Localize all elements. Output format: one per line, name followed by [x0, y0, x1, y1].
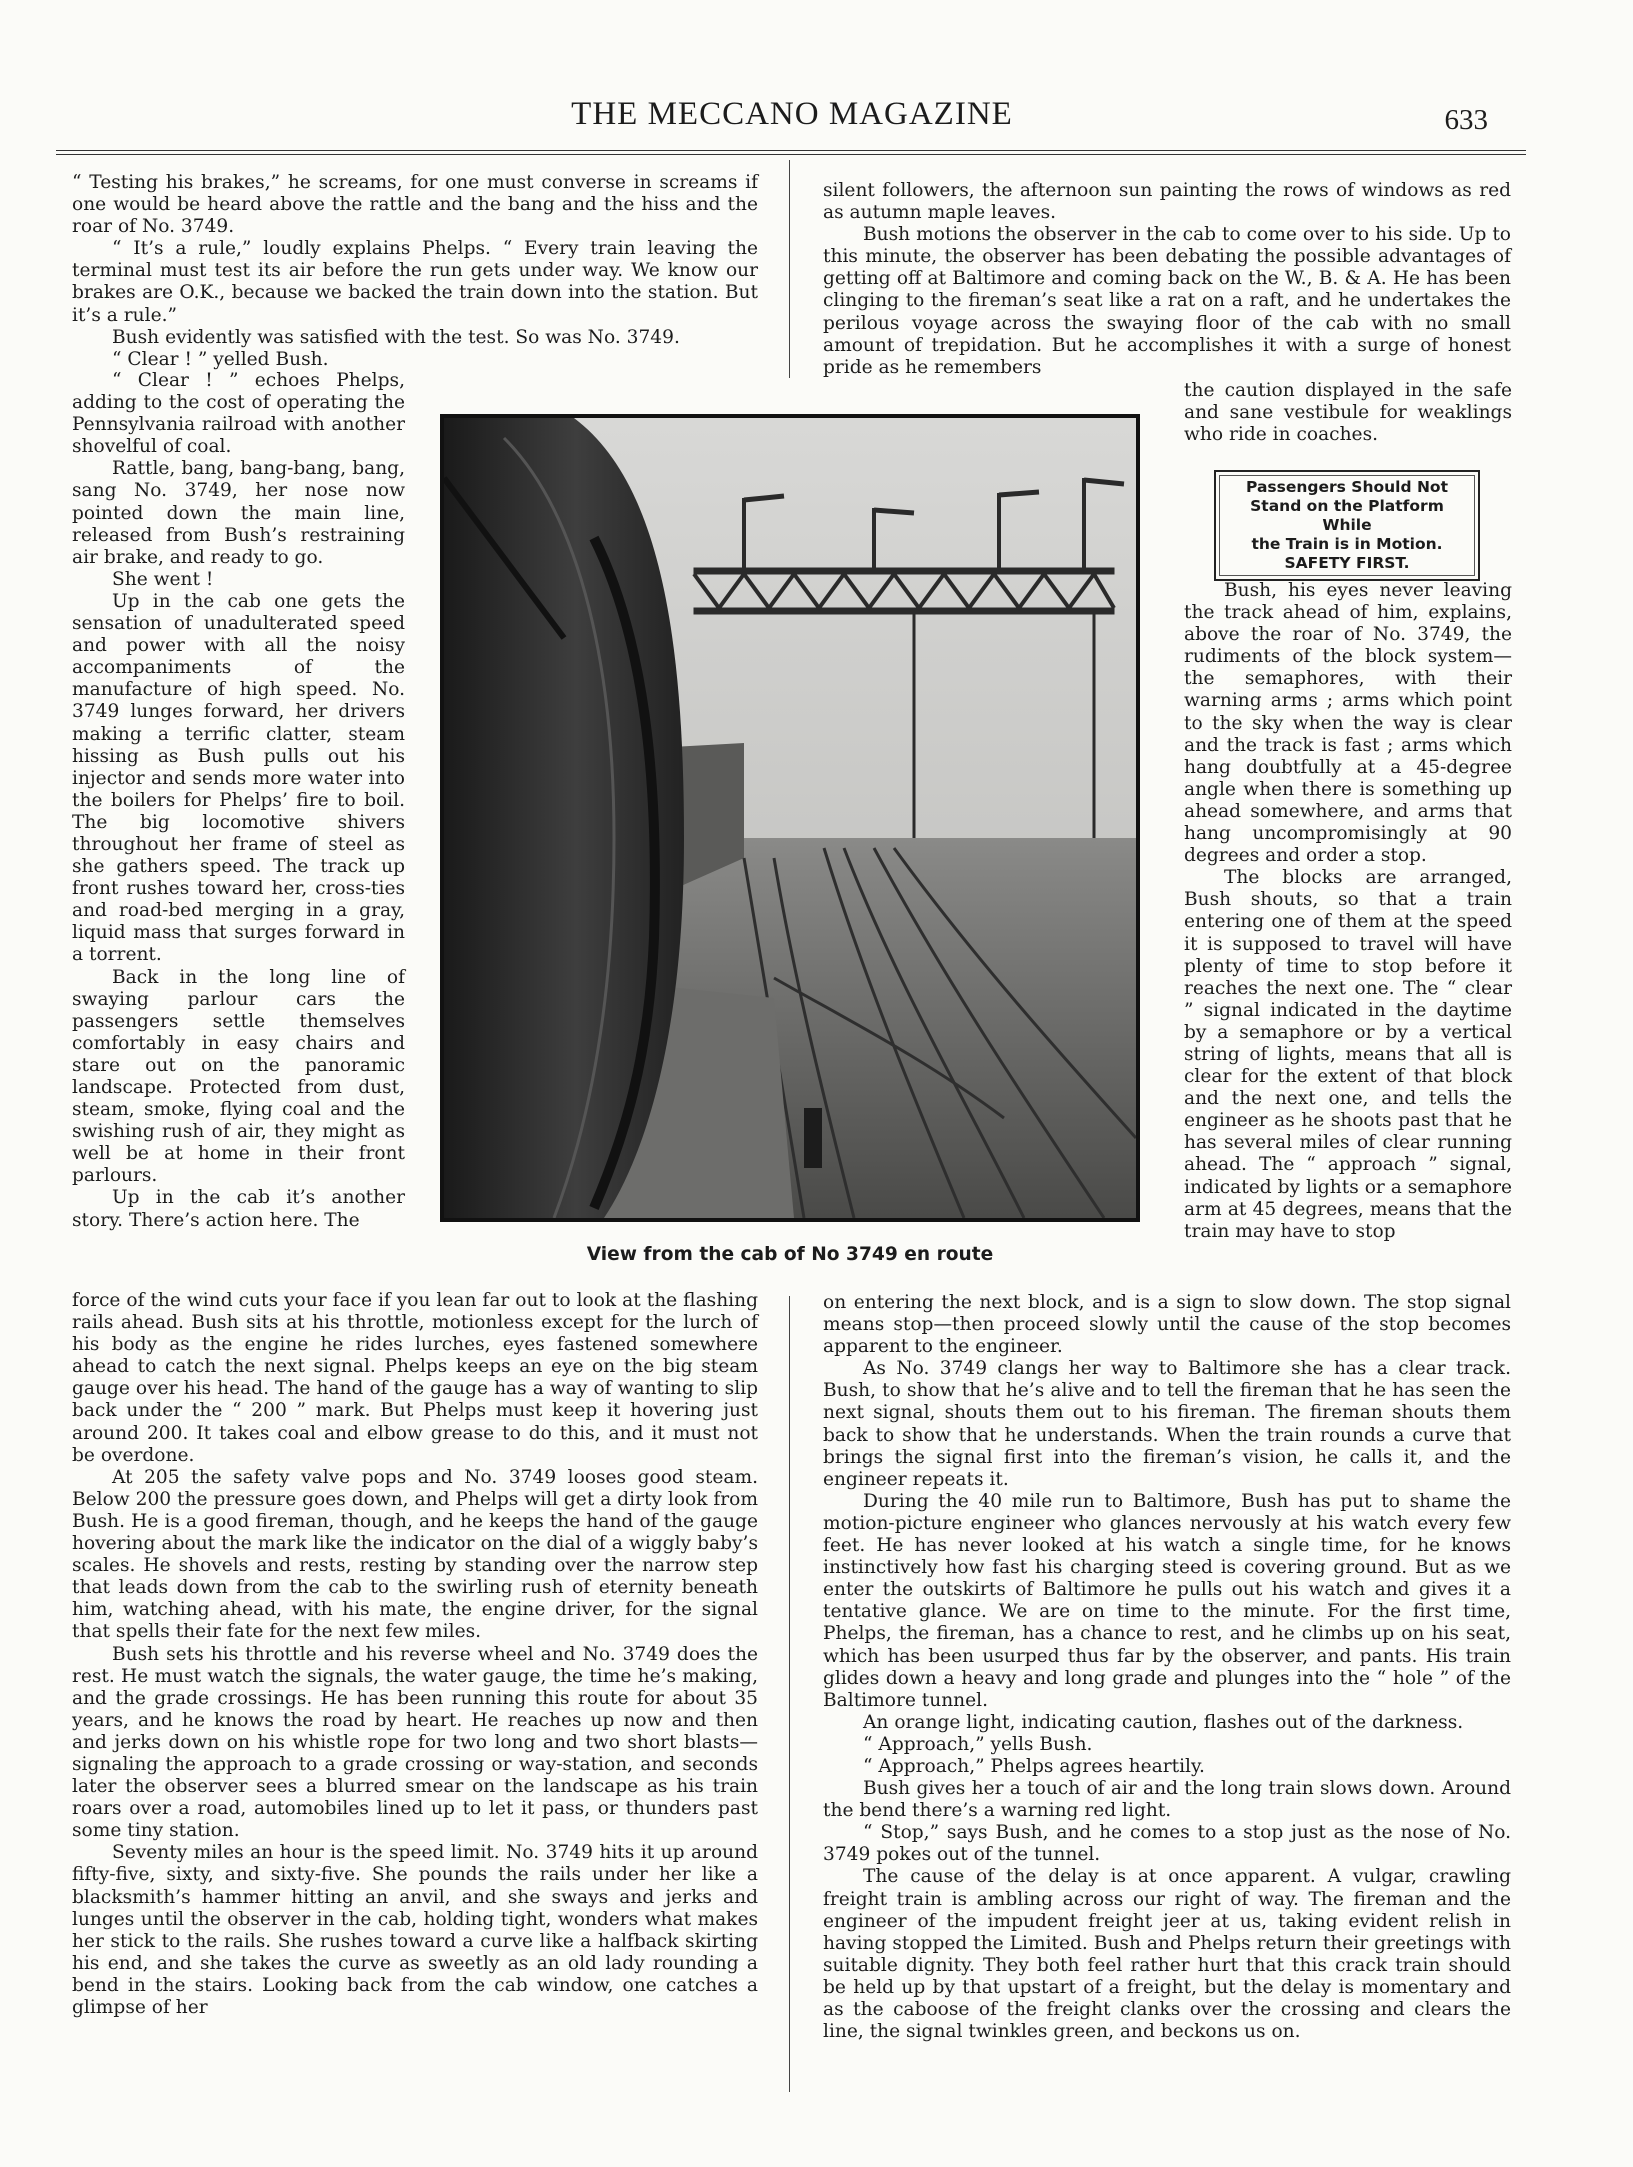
paragraph: At 205 the safety valve pops and No. 3749 looses good steam. Below 200 the pressure goes down, and Phelps will get a dirty look from Bush. He is a good fireman, though, and he keeps the hand of the gauge hovering about the mark like the indicator on the dial of a wiggly baby’s scales. He shovels and rests, resting by standing over the narrow step that leads down from the cab to the swirling rush of eternity beneath him, watching ahead, with his mate, the engine driver, for the signal that spells their fate for the next few miles.: [72, 1466, 758, 1643]
column-divider-top: [789, 160, 790, 378]
paragraph: She went !: [112, 568, 214, 590]
paragraph: on entering the next block, and is a sign to slow down. The stop signal means stop—then proceed slowly until the cause of the stop becomes apparent to the engineer.: [823, 1292, 1511, 1358]
paragraph: Bush, his eyes never leaving the track ahead of him, explains, above the roar of No. 3749, the rudiments of the block system—the semaphores, with their warning arms ; arms which point to the sky when the way is clear and the track is fast ; arms which hang doubtfully at a 45-degree angle when there is something up ahead somewhere, and arms that hang uncompromisingly at 90 degrees and order a stop.: [1184, 580, 1512, 867]
trackside-figure: [804, 1108, 822, 1168]
photo-illustration: [444, 418, 1136, 1218]
paragraph: “ Testing his brakes,” he screams, for one must converse in screams if one would be heard above the rattle and the bang and the hiss and the roar of No. 3749.: [72, 172, 758, 238]
paragraph: The blocks are arranged, Bush shouts, so that a train entering one of them at the speed it is supposed to travel will have plenty of time to stop before it reaches the next one. The “ clear ” signal indicated in the daytime by a semaphore or by a vertical string of lights, means that all is clear for the extent of that block and the next one, and tells the engineer as he shoots past that he has several miles of clear running ahead. The “ approach ” signal, indicated by lights or a semaphore arm at 45 degrees, means that the train may have to stop: [1184, 867, 1512, 1242]
magazine-title: THE MECCANO MAGAZINE: [571, 96, 1013, 132]
paragraph: “ Approach,” Phelps agrees heartily.: [863, 1755, 1205, 1777]
paragraph: Bush sets his throttle and his reverse wheel and No. 3749 does the rest. He must watch the signals, the water gauge, the time he’s making, and the grade crossings. He has been running this route for about 35 years, and he knows the road by heart. He reaches up now and then and jerks down on his whistle rope for two long and two short blasts—signaling the approach to a grade crossing or way-station, and seconds later the observer sees a blurred smear on the landscape as his train roars over a road, automobiles lined up to let it pass, or thunders past some tiny station.: [72, 1643, 758, 1842]
paragraph: Seventy miles an hour is the speed limit. No. 3749 hits it up around fifty-five, sixty, and sixty-five. She pounds the rails under her like a blacksmith’s hammer hitting an anvil, and she sways and jerks and lunges until the observer in the cab, holding tight, wonders what makes her stick to the rails. She rushes toward a curve like a halfback skirting his end, and she takes the curve as sweetly as an old lady rounding a bend in the stairs. Looking back from the cab window, one catches a glimpse of her: [72, 1842, 758, 2018]
right-column-bottom: [823, 1292, 1511, 2043]
paragraph: Up in the cab it’s another story. There’s action here. The: [72, 1187, 405, 1231]
notice-line: SAFETY FIRST.: [1284, 554, 1410, 572]
paragraph: Up in the cab one gets the sensation of unadulterated speed and power with all the noisy accompaniments of the manufacture of high speed. No. 3749 lunges forward, her drivers making a terrific clatter, steam hissing as Bush pulls out his injector and sends more water into the boilers for Phelps’ fire to boil. The big locomotive shivers throughout her frame of steel as she gathers speed. The track up front rushes toward her, cross-ties and road-bed merging in a gray, liquid mass that surges forward in a torrent.: [72, 590, 405, 966]
paragraph: An orange light, indicating caution, flashes out of the darkness.: [863, 1711, 1464, 1733]
paragraph: “ Approach,” yells Bush.: [863, 1733, 1093, 1755]
paragraph: Bush motions the observer in the cab to come over to his side. Up to this minute, the observer has been debating the possible advantages of getting off at Baltimore and coming back on the W., B. & A. He has been clinging to the fireman’s seat like a rat on a raft, and he undertakes the perilous voyage across the swaying floor of the cab with no small amount of trepidation. But he accomplishes it with a surge of honest pride as he remembers: [823, 224, 1511, 378]
paragraph: Rattle, bang, bang-bang, bang, sang No. 3749, her nose now pointed down the main line, released from Bush’s restraining air brake, and ready to go.: [72, 458, 405, 568]
left-column-top: [72, 172, 758, 371]
locomotive-photo: [440, 414, 1140, 1222]
paragraph: silent followers, the afternoon sun painting the rows of windows as red as autumn maple leaves.: [823, 180, 1511, 224]
right-column-narrow-b: [1184, 580, 1512, 1243]
paragraph: Bush gives her a touch of air and the long train slows down. Around the bend there’s a warning red light.: [823, 1778, 1511, 1822]
safety-notice: [1214, 470, 1480, 581]
paragraph: The cause of the delay is at once apparent. A vulgar, crawling freight train is ambling across our right of way. The fireman and the engineer of the impudent freight jeer at us, taking evident relish in having stopped the Limited. Bush and Phelps return their greetings with suitable dignity. They both feel rather hurt that this crack train should be held up by that upstart of a freight, but the delay is momentary and as the caboose of the freight clanks over the crossing and clears the line, the signal twinkles green, and beckons us on.: [823, 1866, 1511, 2043]
photo-caption: View from the cab of No 3749 en route: [586, 1244, 994, 1265]
paragraph: As No. 3749 clangs her way to Baltimore she has a clear track. Bush, to show that he’s alive and to tell the fireman that he has seen the next signal, shouts them out to his fireman. The fireman shouts them back to show that he understands. When the train rounds a curve that brings the signal first into the fireman’s vision, he calls it, and the engineer repeats it.: [823, 1358, 1511, 1490]
left-column-bottom: [72, 1290, 758, 2019]
left-column-narrow: [72, 370, 405, 1232]
paragraph: the caution displayed in the safe and sane vestibule for weaklings who ride in coaches.: [1184, 380, 1512, 446]
paragraph: force of the wind cuts your face if you lean far out to look at the flashing rails ahead. Bush sits at his throttle, motionless except for the lurch of his body as the engine he rides lurches, eyes fastened somewhere ahead to catch the next signal. Phelps keeps an eye on the big steam gauge over his head. The hand of the gauge has a way of wanting to slip back under the “ 200 ” mark. But Phelps must keep it hovering just around 200. It takes coal and elbow grease to do this, and it must not be overdone.: [72, 1290, 758, 1466]
right-column-narrow-a: [1184, 380, 1512, 446]
paragraph: “ Clear ! ” echoes Phelps, adding to the cost of operating the Pennsylvania railroad with another shovelful of coal.: [72, 370, 405, 458]
notice-line: Stand on the Platform While: [1250, 497, 1444, 534]
paragraph: During the 40 mile run to Baltimore, Bush has put to shame the motion-picture engineer who glances nervously at his watch every few feet. He has never looked at his watch a single time, for he knows instinctively how fast his charging steed is covering ground. But as we enter the outskirts of Baltimore he pulls out his watch and gives it a tentative glance. We are on time to the minute. For the first time, Phelps, the fireman, has a chance to rest, and he climbs up on his seat, which has been usurped thus far by the observer, and pants. His train glides down a heavy and long grade and plunges into the “ hole ” of the Baltimore tunnel.: [823, 1490, 1511, 1711]
notice-line: the Train is in Motion.: [1251, 535, 1443, 553]
locomotive-boiler: [444, 418, 684, 1218]
right-column-top: [823, 180, 1511, 379]
notice-line: Passengers Should Not: [1246, 478, 1448, 496]
header-rule: [56, 150, 1526, 155]
paragraph: “ Stop,” says Bush, and he comes to a stop just as the nose of No. 3749 pokes out of the tunnel.: [823, 1822, 1511, 1866]
paragraph: “ It’s a rule,” loudly explains Phelps. “ Every train leaving the terminal must test its air before the run gets under way. We know our brakes are O.K., because we backed the train down into the station. But it’s a rule.”: [72, 238, 758, 326]
column-divider-bottom: [789, 1296, 790, 2092]
page-number: 633: [1444, 104, 1488, 136]
paragraph: Bush evidently was satisfied with the test. So was No. 3749.: [112, 326, 680, 348]
paragraph: “ Clear ! ” yelled Bush.: [112, 348, 329, 370]
paragraph: Back in the long line of swaying parlour cars the passengers settle themselves comfortably in easy chairs and stare out on the panoramic landscape. Protected from dust, steam, smoke, flying coal and the swishing rush of air, they might as well be at home in their front parlours.: [72, 966, 405, 1187]
